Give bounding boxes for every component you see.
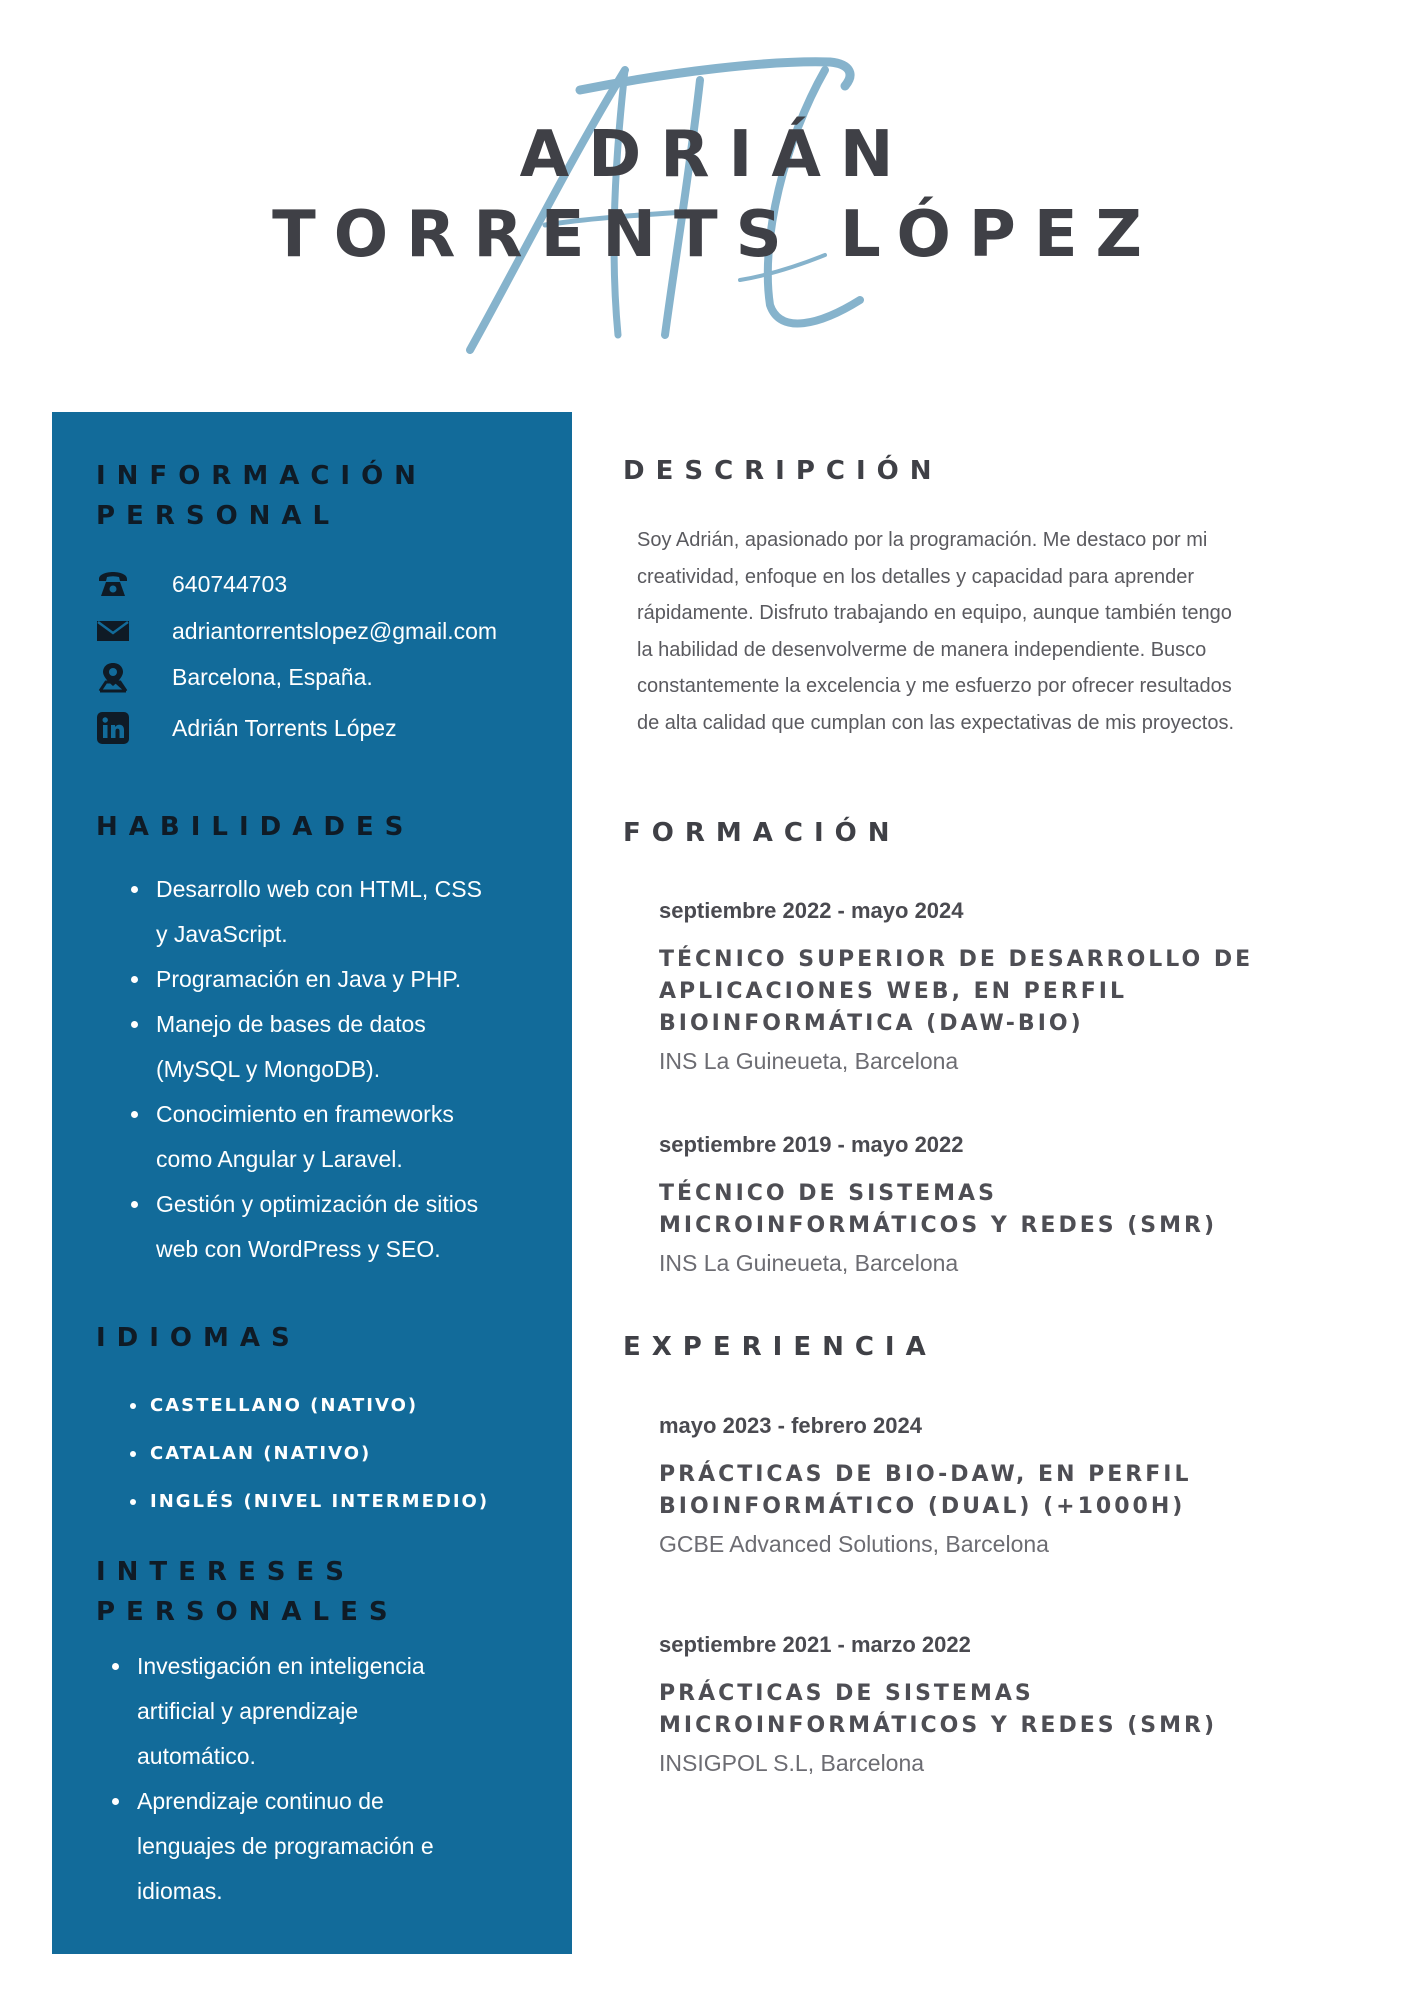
education-entry — [659, 1132, 1279, 1277]
languages-list — [52, 1382, 489, 1526]
contact-phone — [96, 564, 288, 604]
entry-title: TÉCNICO DE SISTEMAS MICROINFORMÁTICOS Y REDES (SMR) — [659, 1181, 1218, 1238]
entry-date: mayo 2023 - febrero 2024 — [659, 1413, 922, 1438]
phone-icon — [96, 567, 130, 601]
experience-entry — [659, 1413, 1279, 1558]
interests-heading: INTERESES PERSONALES — [96, 1557, 399, 1627]
location-text: Barcelona, España. — [172, 663, 373, 690]
list-item: Aprendizaje continuo de lenguajes de programación e idiomas. — [52, 1779, 482, 1914]
skills-heading: HABILIDADES — [96, 812, 415, 842]
mail-icon — [96, 614, 130, 648]
contact-email — [96, 611, 498, 651]
list-item: CATALAN (NATIVO) — [52, 1430, 489, 1478]
entry-date: septiembre 2022 - mayo 2024 — [659, 898, 964, 923]
contact-linkedin — [96, 708, 397, 748]
list-item: Programación en Java y PHP. — [52, 957, 486, 1002]
list-item: INGLÉS (NIVEL INTERMEDIO) — [52, 1478, 489, 1526]
contact-location — [96, 657, 373, 697]
location-icon — [96, 660, 130, 694]
skills-list — [52, 867, 486, 1272]
entry-place: INSIGPOL S.L, Barcelona — [659, 1750, 925, 1776]
email-address[interactable]: adriantorrentslopez@gmail.com — [172, 617, 498, 644]
linkedin-icon — [96, 711, 130, 745]
list-item: Conocimiento en frameworks como Angular y Laravel. — [52, 1092, 486, 1182]
first-name: ADRIÁN — [519, 118, 913, 192]
entry-title: TÉCNICO SUPERIOR DE DESARROLLO DE APLICACIONES WEB, EN PERFIL BIOINFORMÁTICA (DAW-BIO) — [659, 947, 1254, 1036]
personal-info-heading: INFORMACIÓN PERSONAL — [96, 461, 427, 531]
entry-place: INS La Guineueta, Barcelona — [659, 1048, 959, 1074]
list-item: Investigación en inteligencia artificial y aprendizaje automático. — [52, 1644, 482, 1779]
linkedin-name[interactable]: Adrián Torrents López — [172, 714, 397, 741]
last-name: TORRENTS LÓPEZ — [272, 198, 1160, 272]
interests-list — [52, 1644, 482, 1914]
entry-place: INS La Guineueta, Barcelona — [659, 1250, 959, 1276]
experience-heading: EXPERIENCIA — [623, 1332, 937, 1362]
list-item: Manejo de bases de datos (MySQL y MongoDB). — [52, 1002, 486, 1092]
education-heading: FORMACIÓN — [623, 818, 901, 848]
languages-heading: IDIOMAS — [96, 1323, 301, 1353]
entry-date: septiembre 2019 - mayo 2022 — [659, 1132, 964, 1157]
list-item: Gestión y optimización de sitios web con WordPress y SEO. — [52, 1182, 486, 1272]
experience-entry — [659, 1632, 1279, 1777]
entry-title: PRÁCTICAS DE BIO-DAW, EN PERFIL BIOINFORMÁTICO (DUAL) (+1000H) — [659, 1462, 1192, 1519]
list-item: CASTELLANO (NATIVO) — [52, 1382, 489, 1430]
education-entry — [659, 898, 1279, 1075]
phone-number[interactable]: 640744703 — [172, 570, 288, 597]
sidebar — [52, 412, 572, 1954]
list-item: Desarrollo web con HTML, CSS y JavaScript. — [52, 867, 486, 957]
description-heading: DESCRIPCIÓN — [623, 456, 943, 486]
description-text: Soy Adrián, apasionado por la programación. Me destaco por mi creatividad, enfoque en los detalles y capacidad para aprender rápidamente. Disfruto trabajando en equipo, aunque también tengo la habilidad de desenvolverme de manera independiente. Busco constantemente la excelencia y me esfuerzo por ofrecer resultados de alta calidad que cumplan con las expectativas de mis proyectos. — [637, 529, 1235, 734]
entry-title: PRÁCTICAS DE SISTEMAS MICROINFORMÁTICOS Y REDES (SMR) — [659, 1681, 1218, 1738]
entry-date: septiembre 2021 - marzo 2022 — [659, 1632, 971, 1657]
entry-place: GCBE Advanced Solutions, Barcelona — [659, 1531, 1049, 1557]
